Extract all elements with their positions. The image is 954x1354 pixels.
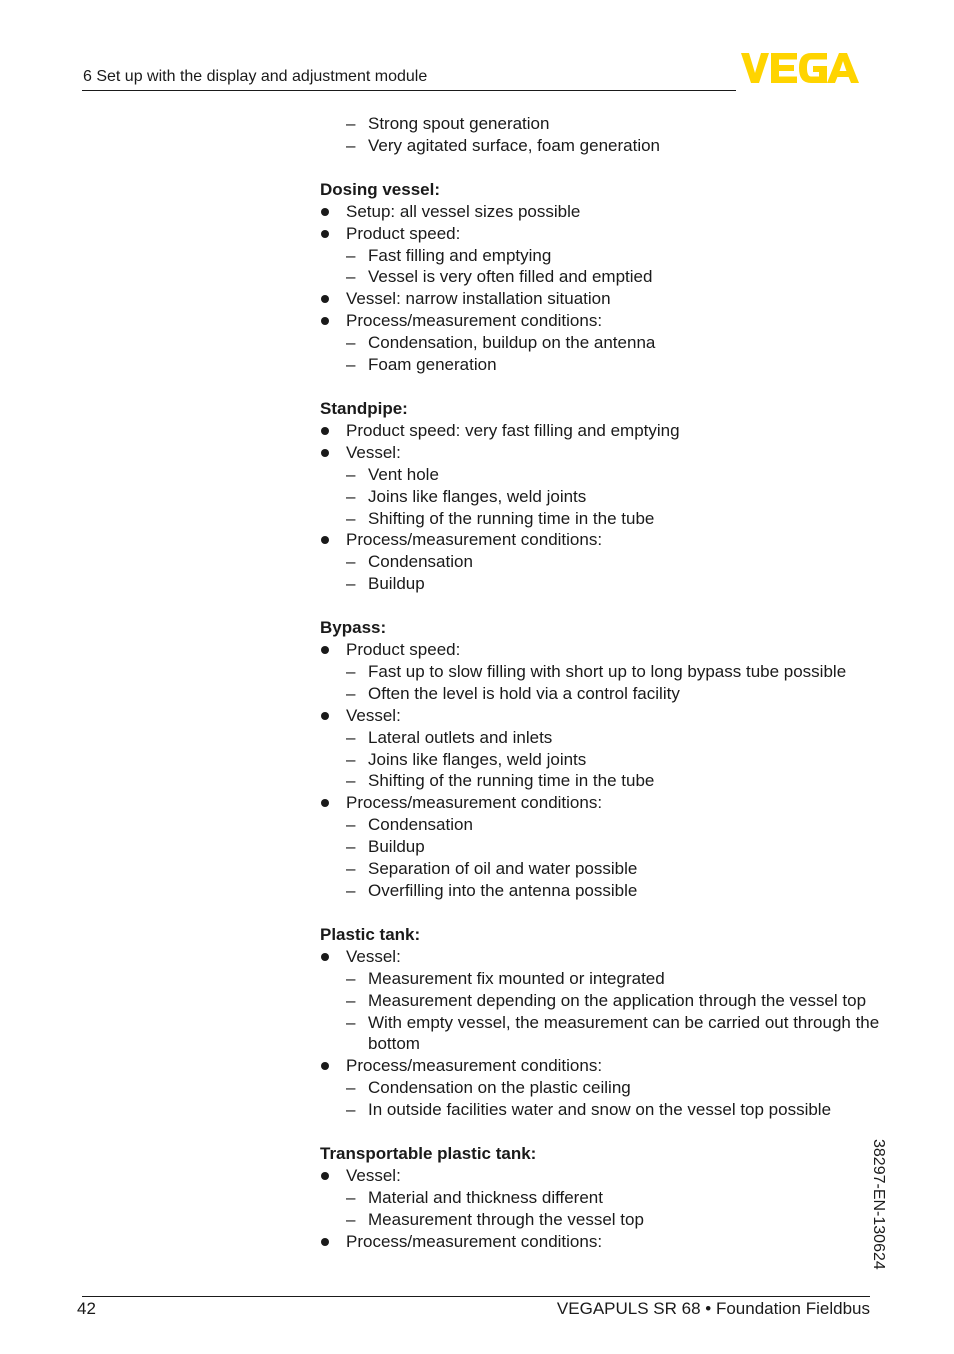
bullet-item xyxy=(320,639,880,661)
sub-item xyxy=(320,573,880,595)
bullet-item xyxy=(320,201,880,223)
dash-icon: – xyxy=(346,333,356,353)
sub-item xyxy=(320,727,880,749)
sub-item xyxy=(320,266,880,288)
sub-item xyxy=(320,245,880,267)
header-section-title: 6 Set up with the display and adjustment module xyxy=(83,68,428,85)
dash-icon: – xyxy=(346,486,356,506)
item-text: Vessel is very often filled and emptied xyxy=(368,267,653,287)
dash-icon: – xyxy=(346,574,356,594)
content-block xyxy=(320,1143,880,1253)
item-text: Shifting of the running time in the tube xyxy=(368,771,655,791)
bullet-item xyxy=(320,946,880,968)
item-text: Process/measurement conditions: xyxy=(346,1056,603,1076)
dash-icon: – xyxy=(346,1078,356,1098)
sub-item xyxy=(320,113,880,135)
dash-icon: – xyxy=(346,727,356,747)
bullet-item xyxy=(320,529,880,551)
dash-icon: – xyxy=(346,114,356,133)
item-text: Product speed: very fast filling and emptying xyxy=(346,420,680,440)
dash-icon: – xyxy=(346,1100,356,1120)
item-text: Shifting of the running time in the tube xyxy=(368,508,655,528)
item-text: Buildup xyxy=(368,837,425,857)
bullet-item xyxy=(320,1231,880,1253)
bullet-item xyxy=(320,288,880,310)
sub-item xyxy=(320,1077,880,1099)
dash-icon: – xyxy=(346,245,356,265)
sub-item xyxy=(320,486,880,508)
dash-icon: – xyxy=(346,1209,356,1229)
item-text: Condensation on the plastic ceiling xyxy=(368,1078,631,1098)
item-text: Measurement through the vessel top xyxy=(368,1209,644,1229)
sub-item xyxy=(320,1099,880,1121)
content-block xyxy=(320,398,880,595)
sub-item xyxy=(320,1209,880,1231)
dash-icon: – xyxy=(346,1012,356,1032)
document-code: 38297-EN-130624 xyxy=(870,1139,887,1270)
content-block xyxy=(320,179,880,376)
item-text: Measurement fix mounted or integrated xyxy=(368,968,665,988)
sub-item xyxy=(320,135,880,157)
page-number: 42 xyxy=(77,1299,96,1318)
item-text: Lateral outlets and inlets xyxy=(368,727,553,747)
dash-icon: – xyxy=(346,508,356,528)
dash-icon: – xyxy=(346,552,356,572)
section-heading: Transportable plastic tank: xyxy=(320,1144,537,1164)
vega-logo xyxy=(741,52,873,84)
item-text: Process/measurement conditions: xyxy=(346,530,603,550)
sub-item xyxy=(320,508,880,530)
item-text: Overfilling into the antenna possible xyxy=(368,881,638,900)
bullet-item xyxy=(320,310,880,332)
sub-item xyxy=(320,551,880,573)
bullet-icon xyxy=(321,712,329,720)
bullet-item xyxy=(320,1165,880,1187)
dash-icon: – xyxy=(346,355,356,375)
bullet-icon xyxy=(321,1238,329,1246)
item-text: Strong spout generation xyxy=(368,114,550,133)
dash-icon: – xyxy=(346,267,356,287)
bullet-item xyxy=(320,420,880,442)
sub-item xyxy=(320,968,880,990)
item-text: Process/measurement conditions: xyxy=(346,311,603,331)
item-text: Often the level is hold via a control facility xyxy=(368,683,680,703)
dash-icon: – xyxy=(346,464,356,484)
sub-item xyxy=(320,661,880,683)
item-text: Vessel: xyxy=(346,705,401,725)
sub-item xyxy=(320,814,880,836)
footer-title: VEGAPULS SR 68 • Foundation Fieldbus xyxy=(556,1299,870,1318)
bullet-icon xyxy=(321,317,329,325)
item-text: Setup: all vessel sizes possible xyxy=(346,201,581,221)
sub-item xyxy=(320,880,880,902)
item-text: Vessel: xyxy=(346,442,401,462)
item-text: Condensation xyxy=(368,815,473,835)
item-text: Condensation, buildup on the antenna xyxy=(368,333,656,353)
sub-item xyxy=(320,683,880,705)
dash-icon: – xyxy=(346,1187,356,1207)
bullet-icon xyxy=(321,449,329,457)
dash-icon: – xyxy=(346,990,356,1010)
item-text: With empty vessel, the measurement can be carried out through the bottom xyxy=(368,1012,880,1054)
item-text: Condensation xyxy=(368,552,473,572)
bullet-icon xyxy=(321,295,329,303)
sub-item xyxy=(320,1187,880,1209)
item-text: Foam generation xyxy=(368,355,497,375)
item-text: Separation of oil and water possible xyxy=(368,859,638,879)
item-text: In outside facilities water and snow on the vessel top possible xyxy=(368,1100,832,1120)
item-text: Process/measurement conditions: xyxy=(346,1231,603,1251)
sub-item xyxy=(320,770,880,792)
dash-icon: – xyxy=(346,815,356,835)
item-text: Measurement depending on the application through the vessel top xyxy=(368,990,867,1010)
sub-item xyxy=(320,1012,880,1056)
section-heading: Plastic tank: xyxy=(320,924,421,944)
sub-item xyxy=(320,464,880,486)
bullet-icon xyxy=(321,230,329,238)
item-text: Product speed: xyxy=(346,223,461,243)
item-text: Process/measurement conditions: xyxy=(346,793,603,813)
bullet-item xyxy=(320,792,880,814)
bullet-icon xyxy=(321,1172,329,1180)
bullet-icon xyxy=(321,953,329,961)
bullet-icon xyxy=(321,1062,329,1070)
content-block xyxy=(320,113,880,157)
item-text: Material and thickness different xyxy=(368,1187,603,1207)
item-text: Vent hole xyxy=(368,464,439,484)
bullet-icon xyxy=(321,646,329,654)
dash-icon: – xyxy=(346,771,356,791)
item-text: Joins like flanges, weld joints xyxy=(368,749,587,769)
dash-icon: – xyxy=(346,837,356,857)
dash-icon: – xyxy=(346,683,356,703)
sub-item xyxy=(320,990,880,1012)
item-text: Vessel: xyxy=(346,1165,401,1185)
bullet-item xyxy=(320,1055,880,1077)
dash-icon: – xyxy=(346,881,356,900)
item-text: Fast filling and emptying xyxy=(368,245,552,265)
dash-icon: – xyxy=(346,135,356,155)
bullet-item xyxy=(320,223,880,245)
item-text: Vessel: xyxy=(346,946,401,966)
content-block xyxy=(320,617,880,902)
bullet-item xyxy=(320,705,880,727)
content-block xyxy=(320,924,880,1121)
sub-item xyxy=(320,354,880,376)
section-heading: Bypass: xyxy=(320,618,387,638)
item-text: Product speed: xyxy=(346,640,461,660)
dash-icon: – xyxy=(346,968,356,988)
section-heading: Dosing vessel: xyxy=(320,179,440,199)
item-text: Buildup xyxy=(368,574,425,594)
dash-icon: – xyxy=(346,661,356,681)
sub-item xyxy=(320,749,880,771)
item-text: Very agitated surface, foam generation xyxy=(368,135,661,155)
section-heading: Standpipe: xyxy=(320,398,408,418)
dash-icon: – xyxy=(346,749,356,769)
bullet-icon xyxy=(321,427,329,435)
sub-item xyxy=(320,836,880,858)
bullet-icon xyxy=(321,536,329,544)
dash-icon: – xyxy=(346,859,356,879)
bullet-item xyxy=(320,442,880,464)
item-text: Vessel: narrow installation situation xyxy=(346,289,611,309)
item-text: Fast up to slow filling with short up to long bypass tube possible xyxy=(368,661,847,681)
footer-rule xyxy=(82,1296,870,1297)
header-rule xyxy=(82,90,736,91)
sub-item xyxy=(320,332,880,354)
sub-item xyxy=(320,858,880,880)
bullet-icon xyxy=(321,208,329,216)
item-text: Joins like flanges, weld joints xyxy=(368,486,587,506)
bullet-icon xyxy=(321,799,329,807)
document-body xyxy=(320,113,880,1253)
